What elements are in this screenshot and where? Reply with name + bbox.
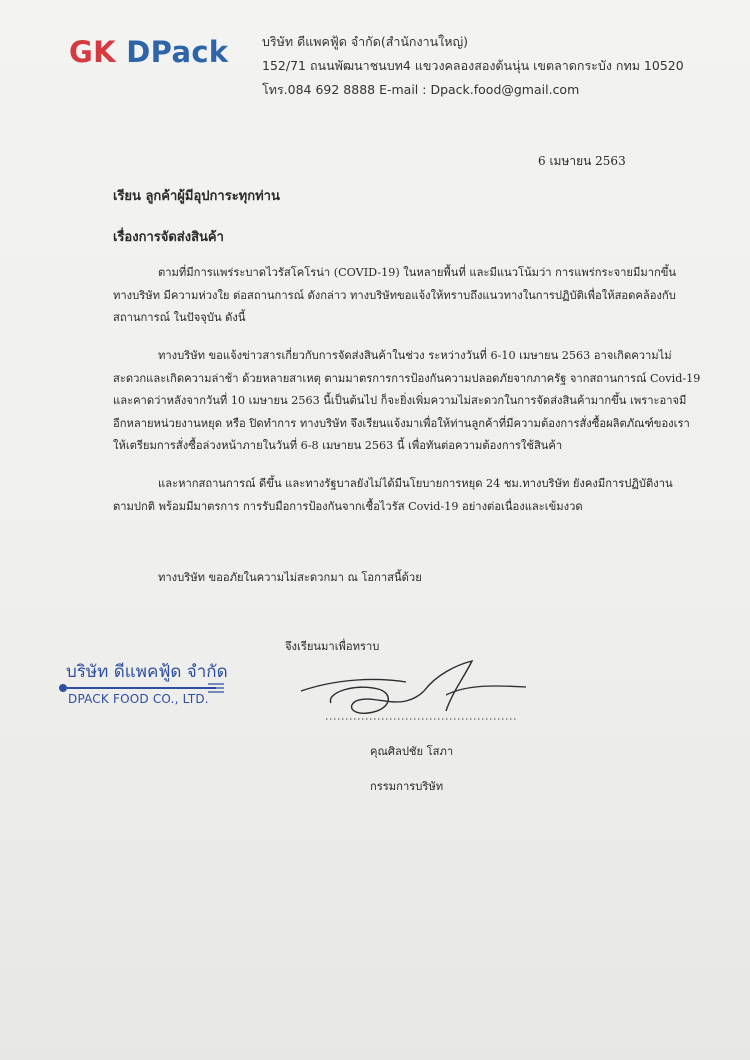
letterhead-contact: โทร.084 692 8888 E-mail : Dpack.food@gmail.com bbox=[262, 82, 580, 97]
company-logo bbox=[69, 35, 229, 69]
letterhead-company: บริษัท ดีแพคฟู้ด จำกัด(สำนักงานใหญ่) bbox=[262, 34, 469, 49]
closing-line: จึงเรียนมาเพื่อทราบ bbox=[285, 640, 380, 653]
handwritten-signature bbox=[296, 655, 536, 725]
paragraph-line: ตามที่มีการแพร่ระบาดไวรัสโคโรน่า (COVID-19) ในหลายพื้นที่ และมีแนวโน้มว่า การแพร่กระจายมีมากขึ้น bbox=[158, 266, 677, 279]
paragraph-line: อีกหลายหน่วยงานหยุด หรือ ปิดทำการ ทางบริษัท จึงเรียนแจ้งมาเพื่อให้ท่านลูกค้าที่มีความต้องการสั่งซื้อผลิตภัณฑ์ของเรา bbox=[113, 416, 690, 430]
paragraph-line: ตามปกติ พร้อมมีมาตรการ การรับมือการป้องกันจากเชื้อไวรัส Covid-19 อย่างต่อเนื่องและเข้มงวด bbox=[113, 499, 583, 513]
company-stamp bbox=[58, 658, 238, 714]
paragraph-line: ทางบริษัท มีความห่วงใย ต่อสถานการณ์ ดังกล่าว ทางบริษัทขอแจ้งให้ทราบถึงแนวทางในการปฏิบัติเพื่อให้สอดคล้องกับ bbox=[113, 288, 676, 302]
paragraph-line: ทางบริษัท ขอแจ้งข่าวสารเกี่ยวกับการจัดส่งสินค้าในช่วง ระหว่างวันที่ 6-10 เมษายน 2563 อาจเกิดความไม่ bbox=[158, 349, 672, 362]
paragraph-line: ให้เตรียมการสั่งซื้อล่วงหน้าภายในวันที่ 6-8 เมษายน 2563 นี้ เพื่อทันต่อความต้องการใช้สินค้า bbox=[113, 439, 563, 452]
salutation: เรียน ลูกค้าผู้มีอุปการะทุกท่าน bbox=[113, 189, 280, 204]
paragraph-2 bbox=[113, 345, 701, 458]
logo-dpack-text: DPack bbox=[126, 35, 229, 69]
signer-title: กรรมการบริษัท bbox=[370, 780, 444, 793]
stamp-thai-name: บริษัท ดีแพคฟู้ด จำกัด bbox=[66, 662, 228, 682]
signer-name: คุณศิลปชัย โสภา bbox=[370, 745, 454, 758]
subject-line: เรื่องการจัดส่งสินค้า bbox=[113, 230, 224, 245]
paragraph-3 bbox=[113, 473, 673, 518]
stamp-english-name: DPACK FOOD CO., LTD. bbox=[68, 692, 209, 706]
paragraph-line: สถานการณ์ ในปัจจุบัน ดังนี้ bbox=[113, 311, 246, 324]
paragraph-line: และคาดว่าหลังจากวันที่ 10 เมษายน 2563 นี้เป็นต้นไป ก็จะยิ่งเพิ่มความไม่สะดวกในการจัดส่งสินค้ามากขึ้น เพราะอาจมี bbox=[113, 394, 687, 407]
logo-gk-text: GK bbox=[69, 35, 116, 69]
paragraph-line: สะดวกและเกิดความล่าช้า ด้วยหลายสาเหตุ ตามมาตรการการป้องกันความปลอดภัยจากภาครัฐ จากสถานการณ์ Covid-19 bbox=[113, 371, 701, 385]
paragraph-1 bbox=[113, 262, 677, 330]
letter-date: 6 เมษายน 2563 bbox=[538, 154, 626, 168]
letterhead-address: 152/71 ถนนพัฒนาชนบท4 แขวงคลองสองต้นนุ่น เขตลาดกระบัง กทม 10520 bbox=[262, 58, 684, 73]
apology-line: ทางบริษัท ขออภัยในความไม่สะดวกมา ณ โอกาสนี้ด้วย bbox=[158, 571, 422, 584]
paragraph-line: และหากสถานการณ์ ดีขึ้น และทางรัฐบาลยังไม่ได้มีนโยบายการหยุด 24 ชม.ทางบริษัท ยังคงมีการปฏิบัติงาน bbox=[158, 477, 673, 490]
